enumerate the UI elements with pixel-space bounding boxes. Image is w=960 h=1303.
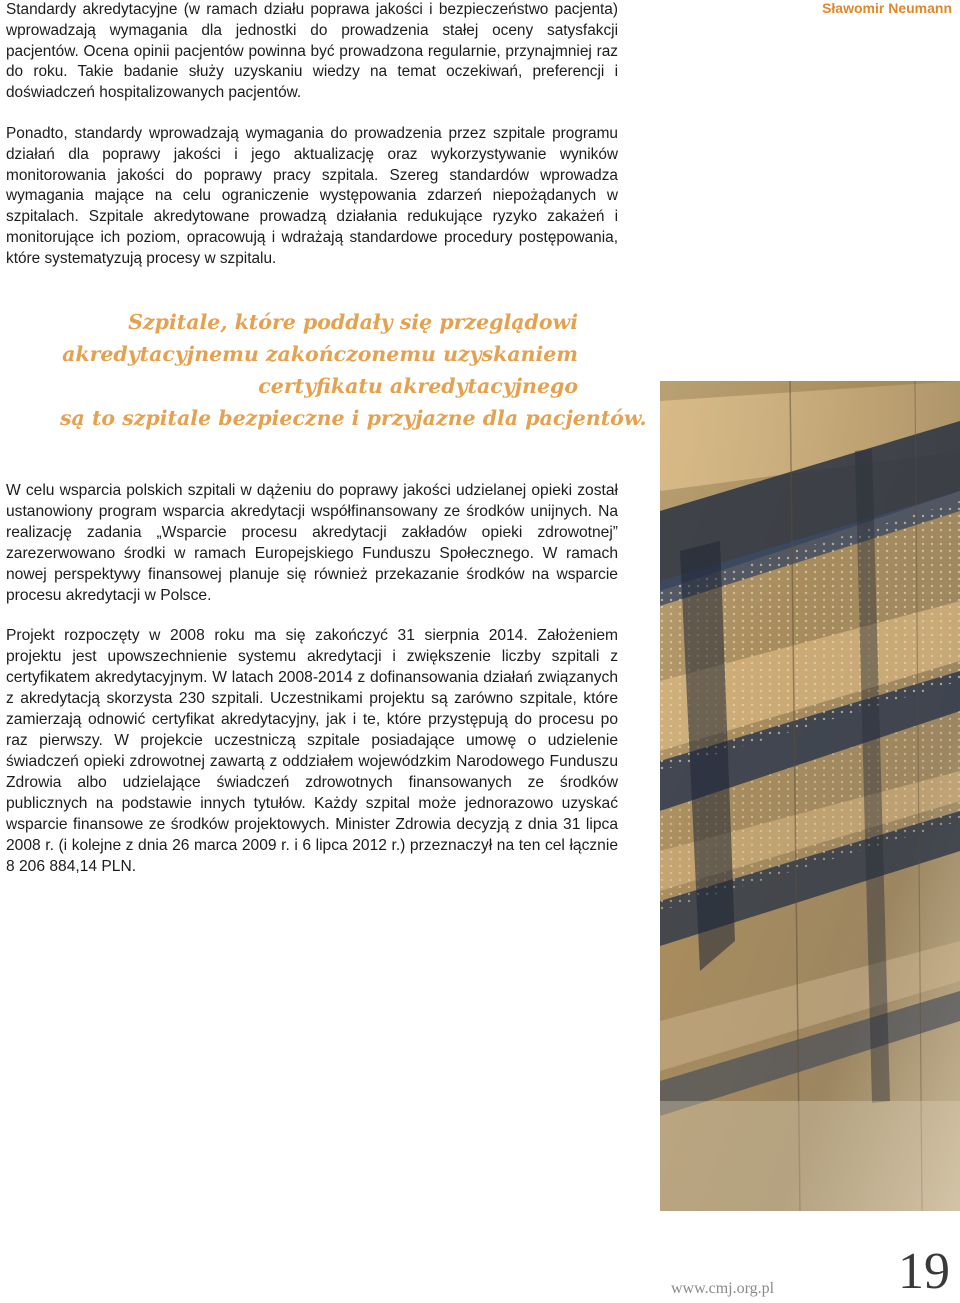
pull-quote-line: akredytacyjnemu zakończonemu uzyskaniem — [62, 342, 578, 366]
page-number: 19 — [898, 1243, 950, 1300]
website-url: www.cmj.org.pl — [671, 1280, 775, 1297]
author-name: Sławomir Neumann — [822, 0, 952, 16]
pull-quote — [60, 306, 647, 434]
scaffolding-photo — [660, 381, 960, 1211]
paragraph-eu-support: W celu wsparcia polskich szpitali w dążeniu do poprawy jakości udzielanej opieki został ustanowiony program wsparcia akredytacji współfinansowany ze środków unijnych. Na realizację zadania „Wsparcie procesu akredytacji zakładów opieki zdrowotnej” zarezerwowano środki w ramach Europejskiego Funduszu Społecznego. W ramach nowej perspektywy finansowej planuje się również przekazanie środków na wsparcie procesu akredytacji w Polsce. — [6, 482, 618, 604]
pull-quote-line: są to szpitale bezpieczne i przyjazne dla pacjentów. — [60, 406, 647, 430]
paragraph-project-details: Projekt rozpoczęty w 2008 roku ma się zakończyć 31 sierpnia 2014. Założeniem projektu jest upowszechnienie systemu akredytacji i zwiększenie liczby szpitali z certyfikatem akredytacyjnym. W latach 2008-2014 z dofinansowania działań związanych z akredytacją skorzysta 230 szpitali. Uczestnikami projektu są zarówno szpitale, które zamierzają odnowić certyfikat akredytacyjny, jak i te, które przystępują do procesu po raz pierwszy. W projekcie uczestniczą szpitale posiadające umowę o udzielenie świadczeń opieki zdrowotnej zawartą z oddziałem wojewódzkim Narodowego Funduszu Zdrowia albo udzielające świadczeń zdrowotnych finansowanych ze środków publicznych na podstawie innych tytułów. Każdy szpital może jednorazowo uzyskać wsparcie finansowe ze środków projektowych. Minister Zdrowia decyzją z dnia 31 lipca 2008 r. (i kolejne z dnia 26 marca 2009 r. i 6 lipca 2012 r.) przeznaczył na ten cel łącznie 8 206 884,14 PLN. — [6, 627, 618, 875]
paragraph-patient-satisfaction: Standardy akredytacyjne (w ramach działu poprawa jakości i bezpieczeństwo pacjenta) wprowadzają wymagania dla jednostki do prowadzenia stałej oceny satysfakcji pacjentów. Ocena opinii pacjentów powinna być prowadzona regularnie, przynajmniej raz do roku. Takie badanie służy uzyskaniu wiedzy na temat oczekiwań, preferencji i doświadczeń hospitalizowanych pacjentów. — [6, 1, 618, 102]
pull-quote-line: certyfikatu akredytacyjnego — [258, 374, 578, 398]
pull-quote-line: Szpitale, które poddały się przeglądowi — [128, 310, 578, 334]
paragraph-quality-program: Ponadto, standardy wprowadzają wymagania do prowadzenia przez szpitale programu działań dla poprawy jakości i jego aktualizację oraz wykorzystywanie wyników monitorowania jakości do poprawy pracy szpitala. Szereg standardów wprowadza wymagania mające na celu ograniczenie występowania zdarzeń niepożądanych w szpitalach. Szpitale akredytowane prowadzą działania redukujące ryzyko zakażeń i monitorujące ich poziom, opracowują i wdrażają standardowe procedury postępowania, które systematyzują procesy w szpitalu. — [6, 125, 618, 267]
